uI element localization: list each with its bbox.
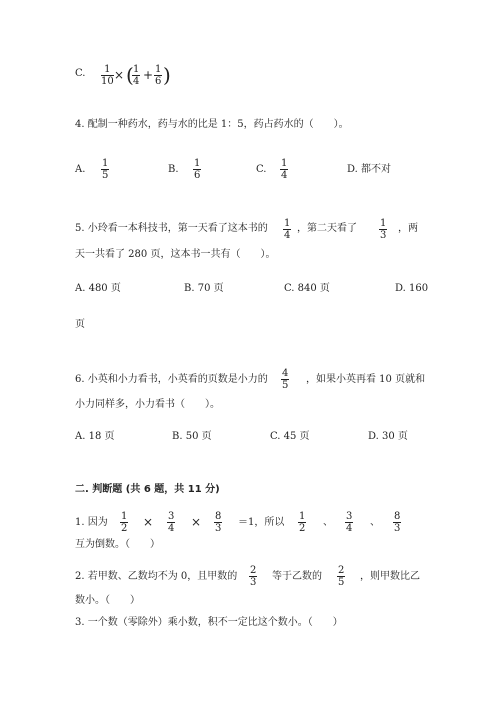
q5-option-a: A. 480 页 xyxy=(75,283,121,294)
times-sign: × xyxy=(114,68,125,82)
fraction: 1 2 xyxy=(121,511,128,534)
q6-fraction: 4 5 xyxy=(282,368,289,391)
fraction: 2 5 xyxy=(338,565,345,588)
fraction: 2 3 xyxy=(250,565,257,588)
close-paren: ) xyxy=(163,63,171,87)
q4-option-b-fraction: 1 6 xyxy=(194,158,201,181)
section-heading: 二. 判断题 (共 6 题，共 11 分) xyxy=(75,484,220,495)
comma: 、 xyxy=(370,517,380,528)
question-5-text-line2: 天一共看了 280 页，这本书一共有（ ）。 xyxy=(75,249,276,260)
q6-option-c: C. 45 页 xyxy=(270,431,310,442)
fraction: 8 3 xyxy=(215,511,222,534)
q4-option-a: A. xyxy=(75,164,86,175)
q6-option-b: B. 50 页 xyxy=(172,431,212,442)
judgment-1-prefix: 1. 因为 xyxy=(75,517,108,528)
times-sign: × xyxy=(143,515,154,529)
q5-option-b: B. 70 页 xyxy=(184,283,224,294)
judgment-2-prefix: 2. 若甲数、乙数均不为 0，且甲数的 xyxy=(75,571,238,582)
q4-option-b: B. xyxy=(168,164,179,175)
judgment-1-equals: ＝1，所以 xyxy=(238,517,285,528)
judgment-2-suffix: ，则甲数比乙 xyxy=(360,571,420,582)
q6-option-d: D. 30 页 xyxy=(368,431,408,442)
judgment-2-middle: 等于乙数的 xyxy=(272,571,322,582)
question-6-text-part1: 6. 小英和小力看书，小英看的页数是小力的 xyxy=(75,374,268,385)
fraction: 3 4 xyxy=(168,511,175,534)
q4-option-c-fraction: 1 4 xyxy=(281,158,288,181)
question-5-text-part1: 5. 小玲看一本科技书，第一天看了这本书的 xyxy=(75,223,268,234)
fraction: 3 4 xyxy=(346,511,353,534)
question-5-text-part2: ，第二天看了 xyxy=(297,223,357,234)
q5-option-d-continued: 页 xyxy=(75,319,85,330)
q3-option-c-label: C. xyxy=(75,68,86,79)
q6-option-a: A. 18 页 xyxy=(75,431,115,442)
plus-sign: + xyxy=(143,68,154,82)
open-paren: ( xyxy=(126,63,134,87)
q4-option-a-fraction: 1 5 xyxy=(102,158,109,181)
q5-fraction-2: 1 3 xyxy=(380,218,387,241)
q5-option-d: D. 160 xyxy=(395,283,429,294)
question-4-text: 4. 配制一种药水，药与水的比是 1：5，药占药水的（ ）。 xyxy=(75,119,349,130)
judgment-1-line2: 互为倒数。（ ） xyxy=(75,539,160,550)
fraction: 1 4 xyxy=(133,64,140,87)
q5-option-c: C. 840 页 xyxy=(284,283,330,294)
q4-option-c: C. xyxy=(256,164,267,175)
fraction: 8 3 xyxy=(394,511,401,534)
judgment-3-text: 3. 一个数（零除外）乘小数，积不一定比这个数小。（ ） xyxy=(75,617,343,628)
q5-fraction-1: 1 4 xyxy=(284,218,291,241)
fraction: 1 2 xyxy=(299,511,306,534)
comma: 、 xyxy=(323,517,333,528)
fraction: 1 10 xyxy=(101,64,114,87)
fraction: 1 6 xyxy=(155,64,162,87)
judgment-2-line2: 数小。（ ） xyxy=(75,595,140,606)
q4-option-d: D. 都不对 xyxy=(347,164,392,175)
question-6-text-line2: 小力同样多，小力看书（ ）。 xyxy=(75,399,220,410)
question-5-text-part3: ，两 xyxy=(398,223,418,234)
times-sign: × xyxy=(191,515,202,529)
question-6-text-part2: ，如果小英再看 10 页就和 xyxy=(306,374,426,385)
